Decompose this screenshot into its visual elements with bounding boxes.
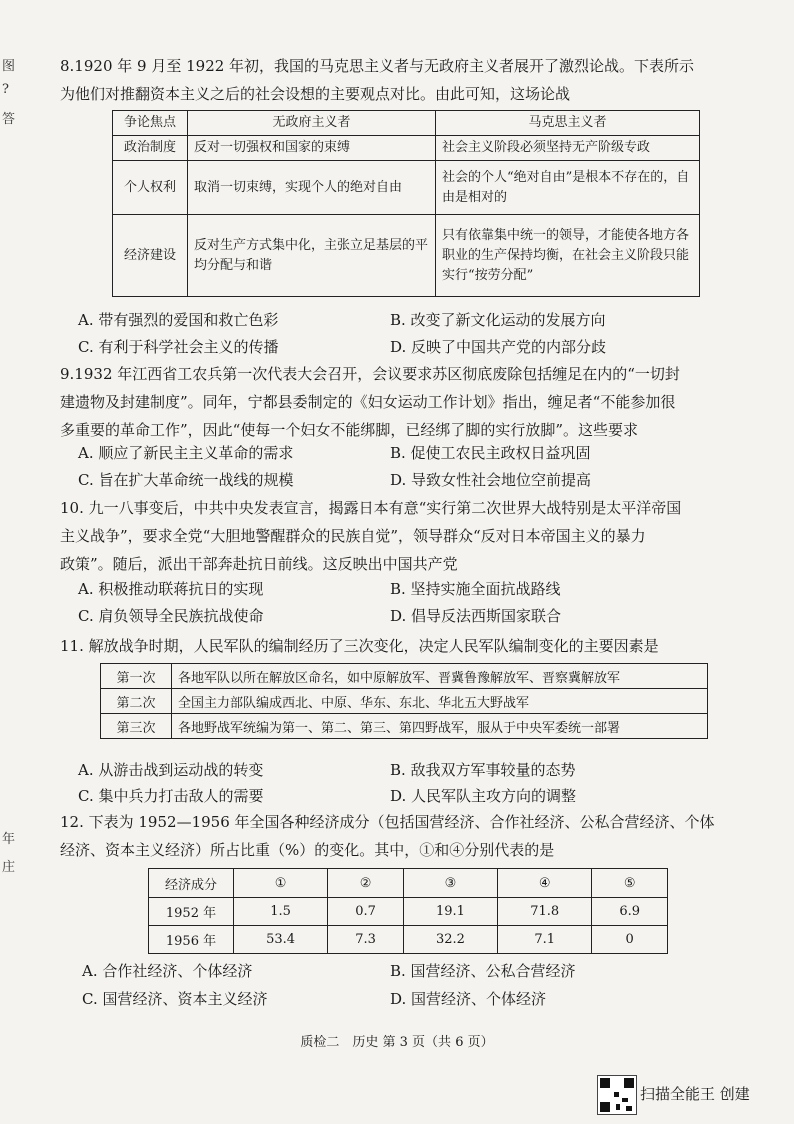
table-cell: 32.2 [403,926,497,954]
table-cell: 经济建设 [113,215,188,297]
margin-char: 图 [2,59,16,74]
table-cell: 社会主义阶段必须坚持无产阶级专政 [436,136,700,161]
q11-table [100,663,708,739]
table-cell: 53.4 [234,926,328,954]
table-cell: 社会的个人“绝对自由”是根本不存在的，自由是相对的 [436,161,700,215]
table-header: 经济成分 [149,869,234,898]
table-cell: 只有依靠集中统一的领导，才能使各地方各职业的生产保持均衡，在社会主义阶段只能实行“按劳分配” [436,215,700,297]
option-a[interactable]: A. 顺应了新民主主义革命的需求 [78,444,294,462]
table-cell: 第一次 [101,664,172,689]
question-12-stem [60,808,760,864]
table-header: 争论焦点 [113,111,188,136]
margin-char: 答 [2,112,16,127]
option-d[interactable]: D. 反映了中国共产党的内部分歧 [390,338,607,356]
stem-line: 为他们对推翻资本主义之后的社会设想的主要观点对比。由此可知，这场论战 [60,85,571,103]
option-d[interactable]: D. 人民军队主攻方向的调整 [390,787,577,805]
stem-line: 多重要的革命工作”，因此“使每一个妇女不能绑脚，已经绑了脚的实行放脚”。这些要求 [60,421,639,439]
stem-line: 建遗物及封建制度”。同年，宁都县委制定的《妇女运动工作计划》指出，缠足者“不能参加很 [60,393,676,411]
stem-line: 9.1932 年江西省工农兵第一次代表大会召开，会议要求苏区彻底废除包括缠足在内的“一切封 [60,365,680,383]
option-a[interactable]: A. 积极推动联蒋抗日的实现 [78,580,264,598]
table-cell: 反对一切强权和国家的束缚 [188,136,436,161]
table-header: ① [234,869,328,898]
table-cell: 1956 年 [149,926,234,954]
question-9-stem [60,360,760,444]
option-c[interactable]: C. 集中兵力打击敌人的需要 [78,787,264,805]
option-d[interactable]: D. 国营经济、个体经济 [390,990,547,1008]
stem-line: 政策”。随后，派出干部奔赴抗日前线。这反映出中国共产党 [60,555,458,573]
table-header: ③ [403,869,497,898]
table-cell: 0 [592,926,668,954]
table-cell: 1.5 [234,898,328,926]
stem-line: 主义战争”，要求全党“大胆地警醒群众的民族自觉”，领导群众“反对日本帝国主义的暴力 [60,527,646,545]
option-c[interactable]: C. 旨在扩大革命统一战线的规模 [78,471,294,489]
stem-line: 11. 解放战争时期，人民军队的编制经历了三次变化，决定人民军队编制变化的主要因素是 [60,637,659,655]
table-header: ④ [498,869,592,898]
table-cell: 7.3 [328,926,404,954]
margin-char: 庄 [2,860,16,875]
table-header: ② [328,869,404,898]
page-footer: 质检二 历史 第 3 页（共 6 页） [300,1035,494,1050]
question-10-stem [60,494,760,578]
table-cell: 第三次 [101,714,172,739]
table-cell: 7.1 [498,926,592,954]
table-cell: 第二次 [101,689,172,714]
stem-line: 12. 下表为 1952—1956 年全国各种经济成分（包括国营经济、合作社经济、公私合营经济、个体 [60,813,715,831]
table-header: 无政府主义者 [188,111,436,136]
option-b[interactable]: B. 促使工农民主政权日益巩固 [390,444,591,462]
option-a[interactable]: A. 合作社经济、个体经济 [82,962,253,980]
table-header: ⑤ [592,869,668,898]
question-8-stem [60,52,760,108]
option-d[interactable]: D. 导致女性社会地位空前提高 [390,471,592,489]
table-cell: 个人权利 [113,161,188,215]
table-cell: 政治制度 [113,136,188,161]
option-b[interactable]: B. 敌我双方军事较量的态势 [390,761,576,779]
stem-line: 10. 九一八事变后，中共中央发表宣言，揭露日本有意“实行第二次世界大战特别是太平洋帝国 [60,499,682,517]
option-c[interactable]: C. 有利于科学社会主义的传播 [78,338,279,356]
q12-table [148,868,668,954]
option-c[interactable]: C. 国营经济、资本主义经济 [82,990,268,1008]
margin-char: ? [2,82,9,97]
table-cell: 各地野战军统编为第一、第二、第三、第四野战军，服从于中央军委统一部署 [172,714,708,739]
option-d[interactable]: D. 倡导反法西斯国家联合 [390,607,562,625]
stem-line: 8.1920 年 9 月至 1922 年初，我国的马克思主义者与无政府主义者展开了激烈论战。下表所示 [60,57,695,75]
option-b[interactable]: B. 国营经济、公私合营经济 [390,962,576,980]
table-cell: 0.7 [328,898,404,926]
qr-code-icon [597,1075,637,1115]
option-c[interactable]: C. 肩负领导全民族抗战使命 [78,607,264,625]
question-11-stem [60,632,760,660]
table-cell: 取消一切束缚，实现个人的绝对自由 [188,161,436,215]
table-cell: 全国主力部队编成西北、中原、华东、东北、华北五大野战军 [172,689,708,714]
option-a[interactable]: A. 从游击战到运动战的转变 [78,761,264,779]
table-cell: 各地军队以所在解放区命名，如中原解放军、晋冀鲁豫解放军、晋察冀解放军 [172,664,708,689]
table-cell: 反对生产方式集中化，主张立足基层的平均分配与和谐 [188,215,436,297]
stem-line: 经济、资本主义经济）所占比重（%）的变化。其中，①和④分别代表的是 [60,841,555,859]
table-header: 马克思主义者 [436,111,700,136]
table-cell: 19.1 [403,898,497,926]
option-b[interactable]: B. 改变了新文化运动的发展方向 [390,311,606,329]
q8-table [112,110,700,297]
table-cell: 1952 年 [149,898,234,926]
table-cell: 6.9 [592,898,668,926]
table-cell: 71.8 [498,898,592,926]
option-a[interactable]: A. 带有强烈的爱国和救亡色彩 [78,311,279,329]
option-b[interactable]: B. 坚持实施全面抗战路线 [390,580,561,598]
margin-char: 年 [2,832,16,847]
scanner-watermark: 扫描全能王 创建 [640,1085,750,1103]
